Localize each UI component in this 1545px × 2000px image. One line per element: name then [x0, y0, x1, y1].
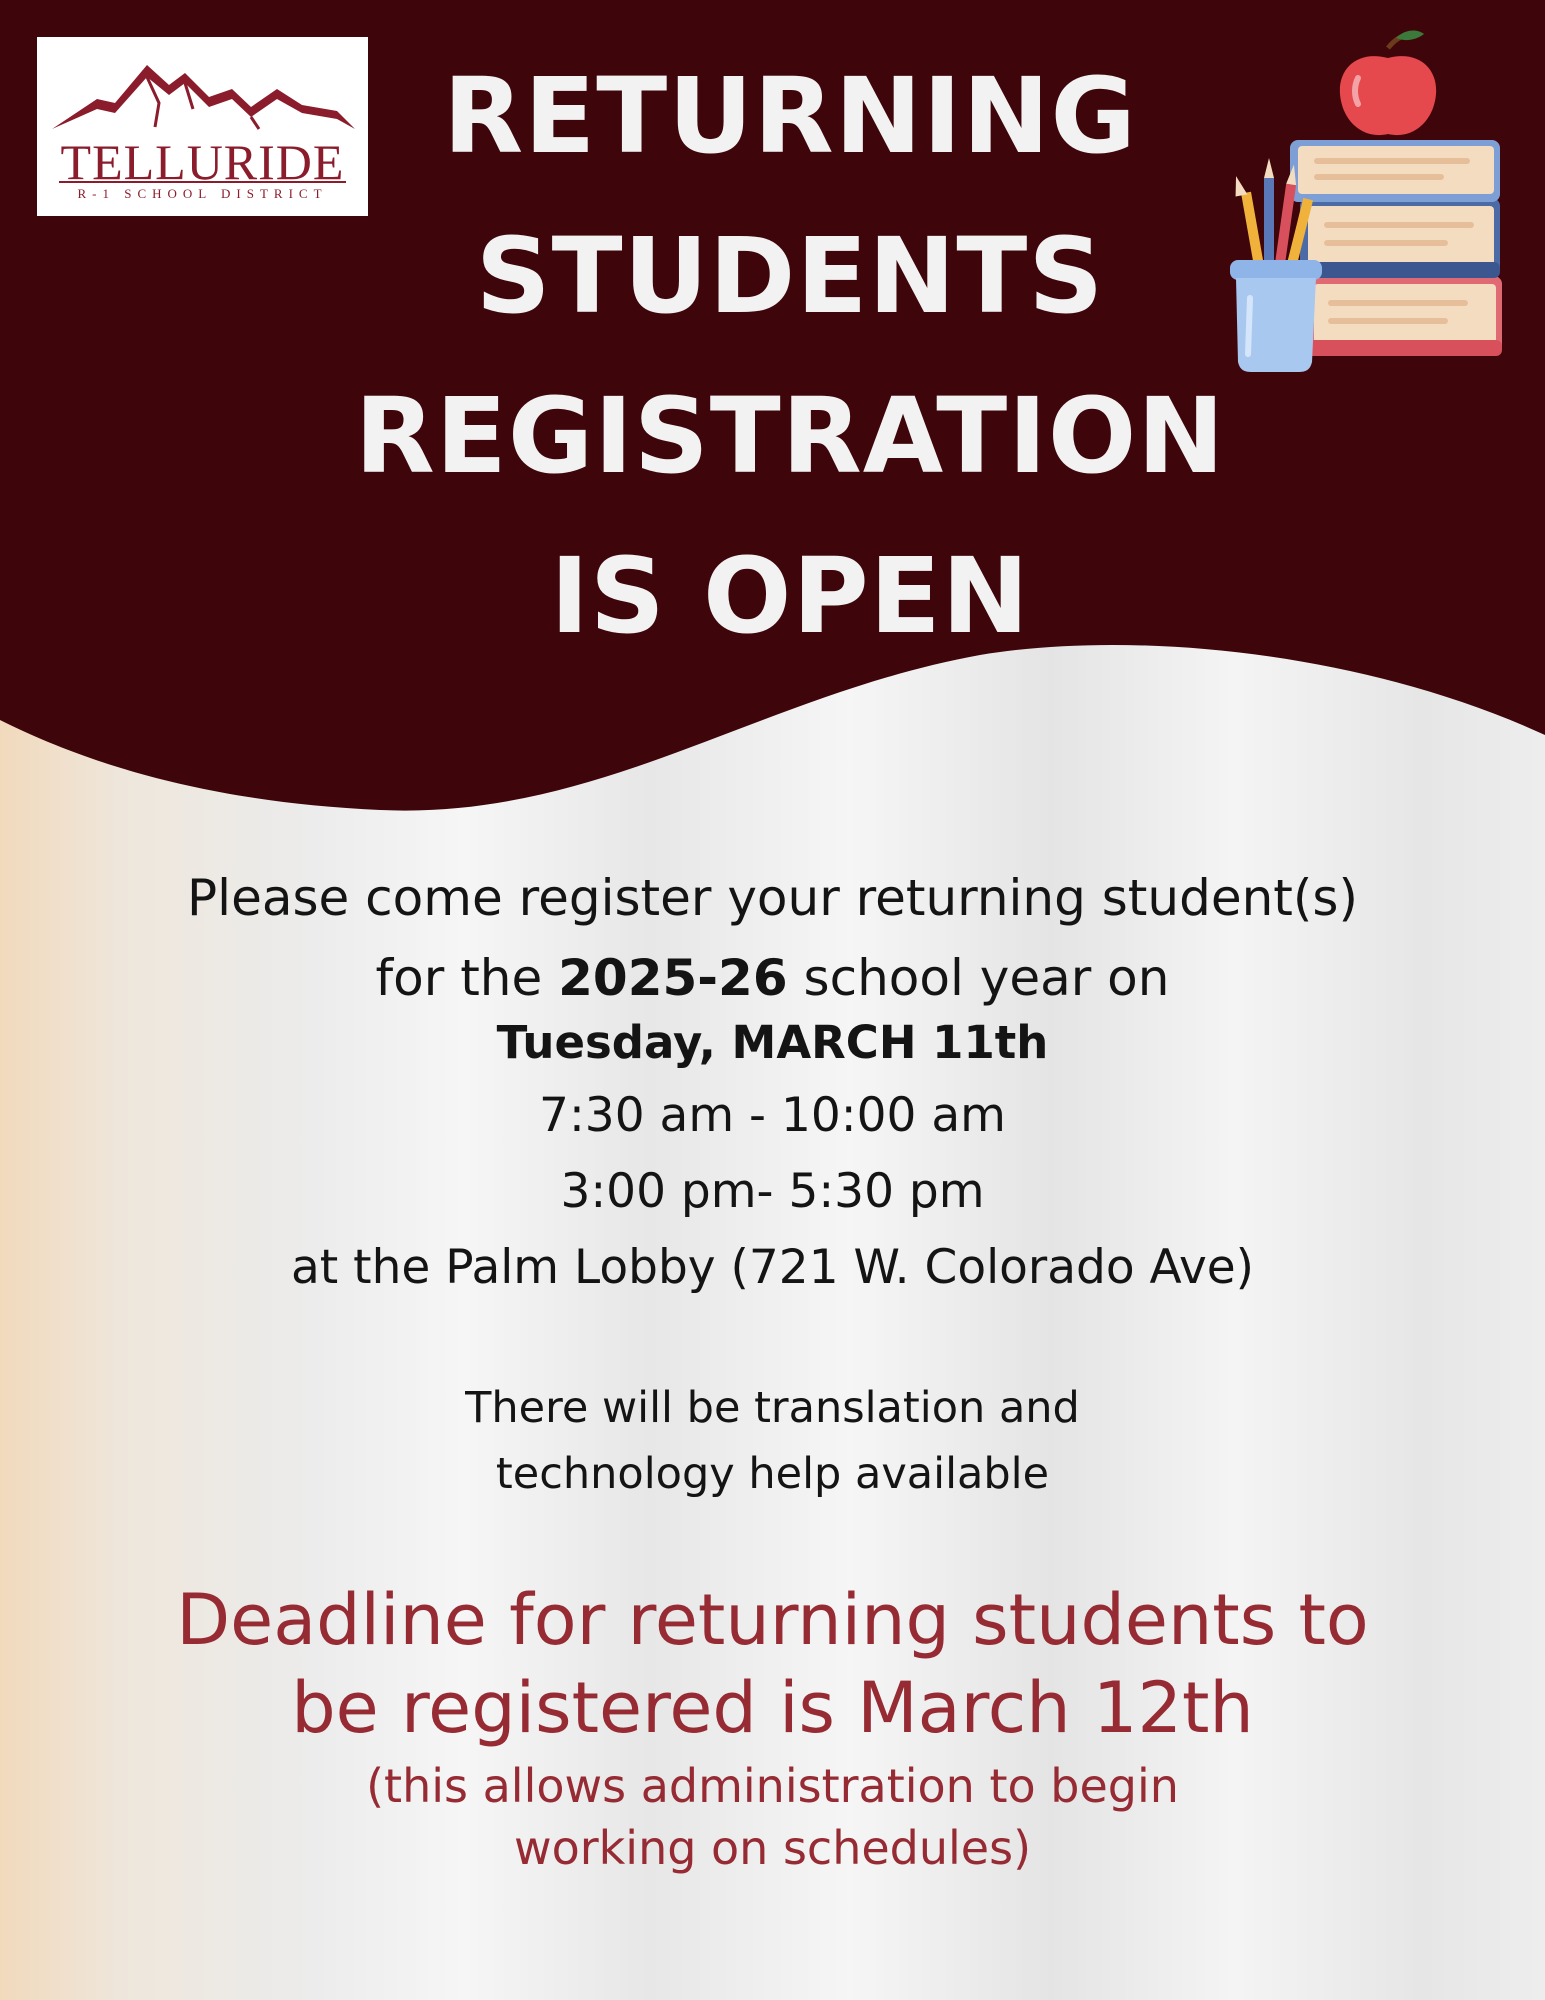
location: at the Palm Lobby (721 W. Colorado Ave)	[290, 1240, 1255, 1295]
intro-line-2-suffix: school year on	[787, 949, 1170, 1007]
deadline-note-line-1: (this allows administration to begin	[366, 1759, 1179, 1813]
intro-line-2-prefix: for the	[375, 949, 559, 1007]
title-line-2: STUDENTS	[475, 215, 1105, 337]
help-note-line-2: technology help available	[495, 1449, 1050, 1499]
logo-subtitle: R-1 SCHOOL DISTRICT	[77, 186, 328, 201]
district-logo	[37, 37, 368, 216]
page-title	[330, 36, 1250, 676]
deadline-heading	[60, 1576, 1485, 1752]
books-apple-pencil-cup-icon	[1228, 28, 1508, 374]
help-note-line-1: There will be translation and	[465, 1383, 1080, 1433]
deadline-line-1: Deadline for returning students to	[176, 1579, 1369, 1661]
deadline-note-line-2: working on schedules)	[513, 1821, 1032, 1875]
logo-name: TELLURIDE	[60, 134, 345, 190]
intro-text	[100, 858, 1445, 1018]
title-line-3: REGISTRATION	[354, 375, 1226, 497]
school-year: 2025-26	[558, 949, 788, 1007]
title-line-1: RETURNING	[443, 55, 1137, 177]
title-line-4: IS OPEN	[550, 535, 1030, 657]
time-slot-2: 3:00 pm- 5:30 pm	[560, 1164, 985, 1219]
time-slot-1: 7:30 am - 10:00 am	[539, 1088, 1006, 1143]
registration-date: Tuesday, MARCH 11th	[496, 1016, 1049, 1069]
deadline-line-2: be registered is March 12th	[291, 1667, 1254, 1749]
intro-line-1: Please come register your returning student(s)	[187, 869, 1358, 927]
intro-line-2	[100, 938, 1445, 1018]
deadline-note	[60, 1755, 1485, 1879]
